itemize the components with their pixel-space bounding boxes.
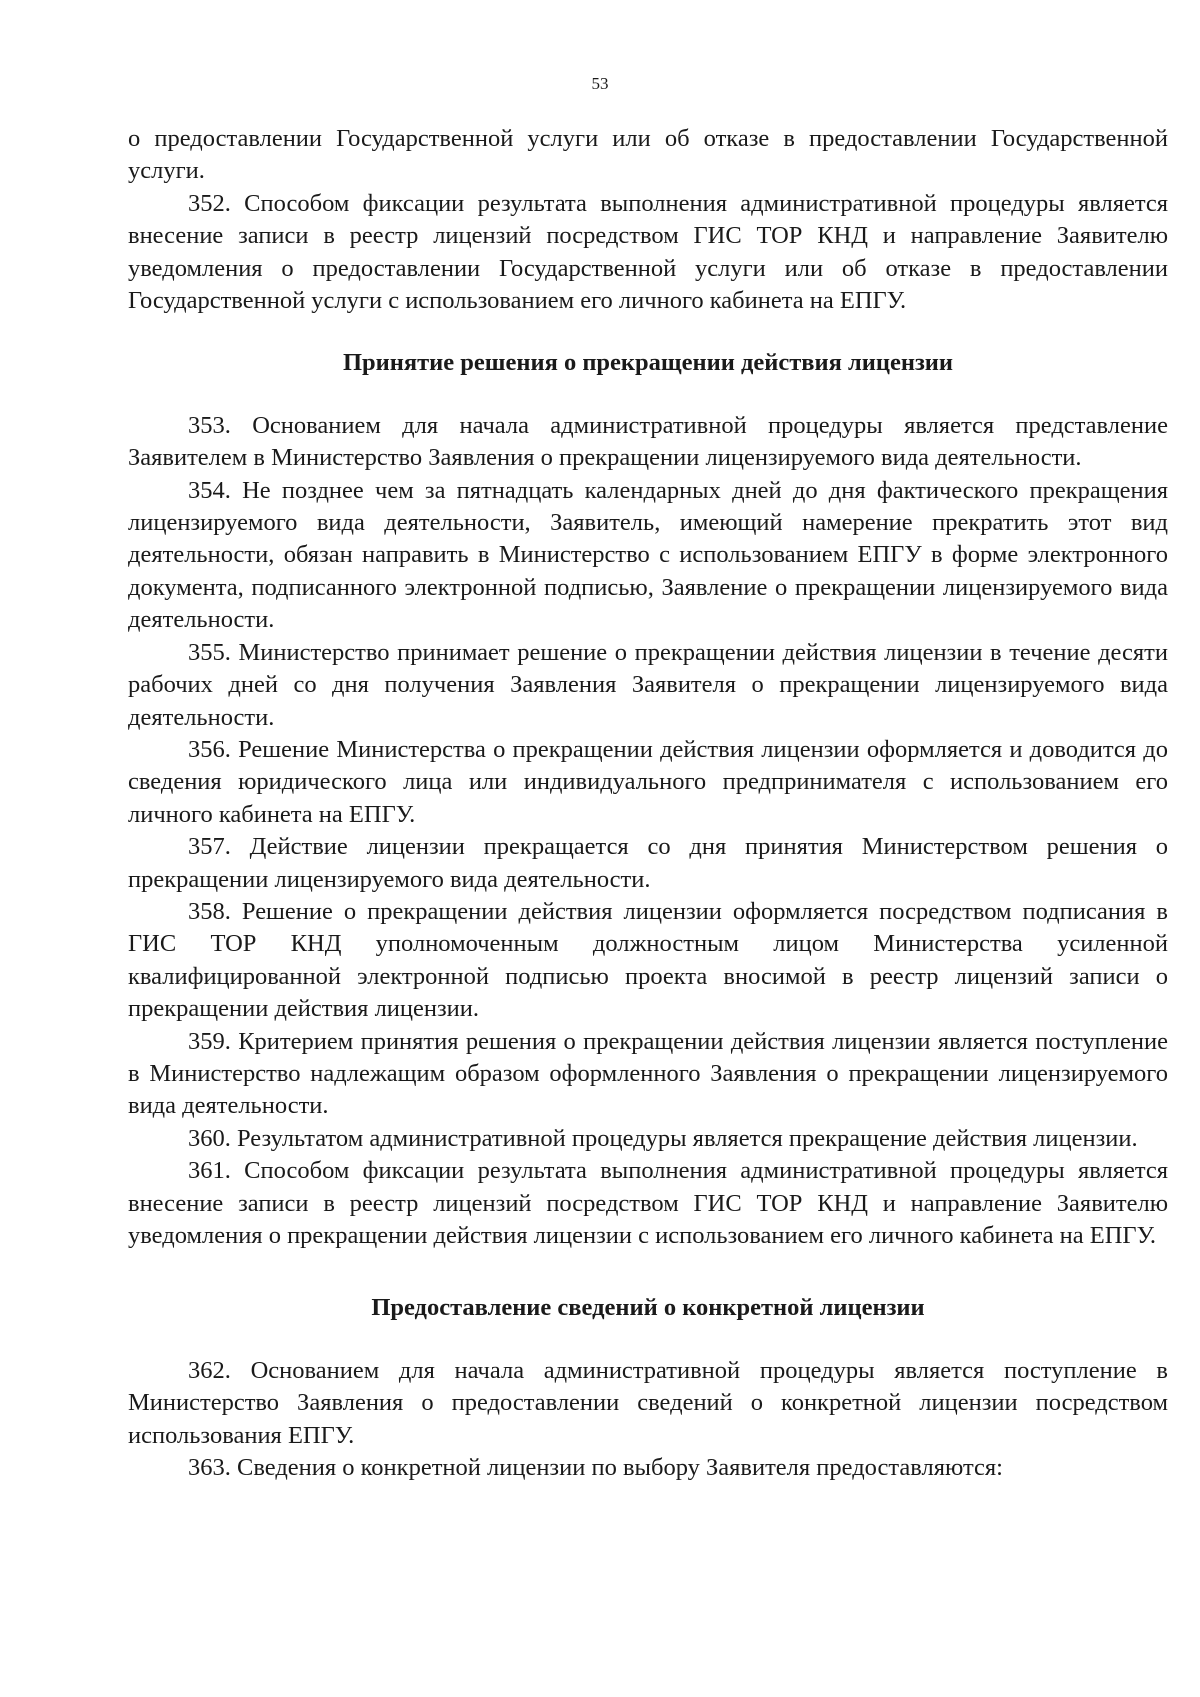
paragraph-353: 353. Основанием для начала административной процедуры является представление Заявителем в Министерство Заявления о прекращении лицензируемого вида деятельности.	[128, 411, 1168, 472]
paragraph-354: 354. Не позднее чем за пятнадцать календарных дней до дня фактического прекращения лицензируемого вида деятельности, Заявитель, имеющий намерение прекратить этот вид деятельности, обязан направить в Министерство с использованием ЕПГУ в форме электронного документа, подписанного электронной подписью, Заявление о прекращении лицензируемого вида деятельности.	[128, 476, 1168, 634]
paragraph-357: 357. Действие лицензии прекращается со дня принятия Министерством решения о прекращении лицензируемого вида деятельности.	[128, 833, 1168, 893]
paragraph-358: 358. Решение о прекращении действия лицензии оформляется посредством подписания в ГИС ТОР КНД уполномоченным должностным лицом Министерства усиленной квалифицированной электронной подписью проекта вносимой в реестр лицензий записи о прекращении действия лицензии.	[128, 897, 1168, 1023]
paragraph-360: 360. Результатом административной процедуры является прекращение действия лицензии.	[188, 1124, 1138, 1152]
page-number: 53	[591, 74, 609, 93]
paragraph-361: 361. Способом фиксации результата выполнения административной процедуры является внесение записи в реестр лицензий посредством ГИС ТОР КНД и направление Заявителю уведомления о прекращении действия лицензии с использованием его личного кабинета на ЕПГУ.	[128, 1157, 1168, 1249]
paragraph-359: 359. Критерием принятия решения о прекращении действия лицензии является поступление в Министерство надлежащим образом оформленного Заявления о прекращении лицензируемого вида деятельности.	[128, 1027, 1168, 1120]
paragraph-352: 352. Способом фиксации результата выполнения административной процедуры является внесение записи в реестр лицензий посредством ГИС ТОР КНД и направление Заявителю уведомления о предоставлении Государственной услуги или об отказе в предоставлении Государственной услуги с использованием его личного кабинета на ЕПГУ.	[128, 189, 1168, 315]
paragraph-351-continuation: о предоставлении Государственной услуги или об отказе в предоставлении Государственной услуги.	[128, 125, 1168, 185]
paragraph-362: 362. Основанием для начала административной процедуры является поступление в Министерство Заявления о предоставлении сведений о конкретной лицензии посредством использования ЕПГУ.	[128, 1356, 1168, 1449]
section-heading-license-info: Предоставление сведений о конкретной лицензии	[371, 1294, 925, 1322]
document-body	[128, 123, 1168, 1484]
paragraph-355: 355. Министерство принимает решение о прекращении действия лицензии в течение десяти рабочих дней со дня получения Заявления Заявителя о прекращении лицензируемого вида деятельности.	[128, 638, 1168, 731]
section-heading-license-termination: Принятие решения о прекращении действия лицензии	[342, 349, 954, 377]
paragraph-356: 356. Решение Министерства о прекращении действия лицензии оформляется и доводится до сведения юридического лица или индивидуального предпринимателя с использованием его личного кабинета на ЕПГУ.	[128, 735, 1168, 828]
paragraph-363: 363. Сведения о конкретной лицензии по выбору Заявителя предоставляются:	[188, 1454, 1003, 1482]
